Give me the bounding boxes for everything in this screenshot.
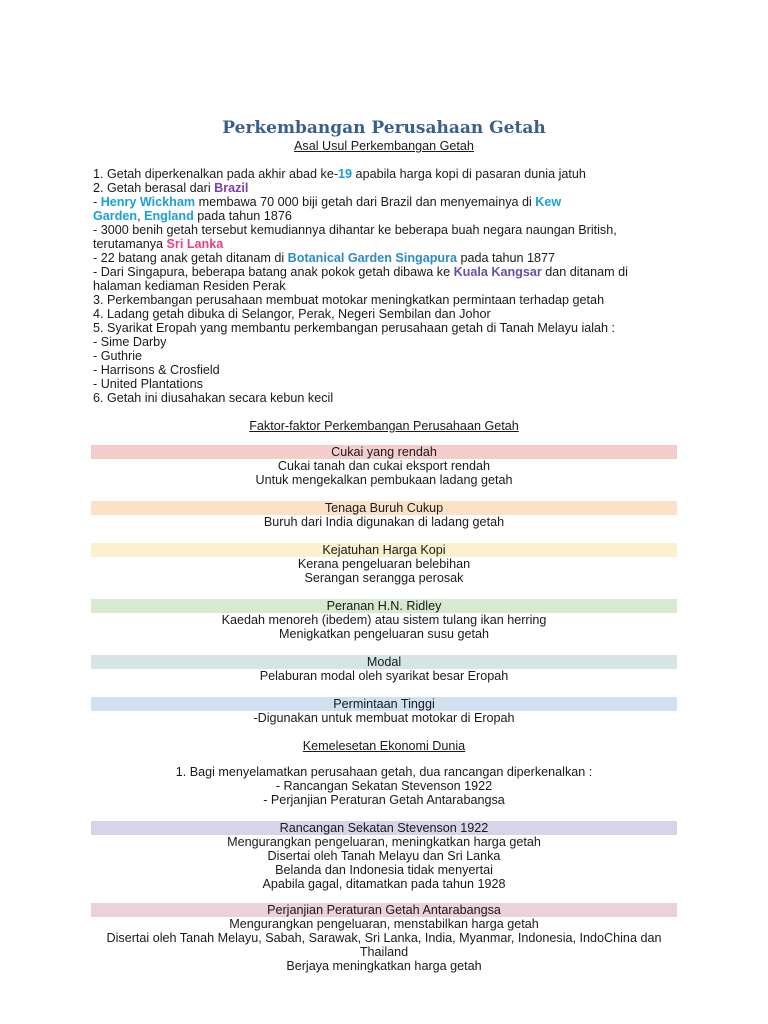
factor-title: Cukai yang rendah: [91, 445, 677, 459]
page-title: Perkembangan Perusahaan Getah: [222, 118, 546, 138]
list-item: halaman kediaman Residen Perak: [93, 279, 286, 293]
highlight-sri-lanka: Sri Lanka: [166, 237, 224, 251]
list-item: 4. Ladang getah dibuka di Selangor, Perak, Negeri Sembilan dan Johor: [93, 307, 491, 321]
text: 2. Getah berasal dari: [93, 181, 215, 195]
list-item: [93, 251, 653, 265]
factor-line: Kaedah menoreh (ibedem) atau sistem tulang ikan herring: [221, 613, 547, 627]
highlight-henry-wickham: Henry Wickham: [100, 195, 196, 209]
highlight-botanical-garden: Botanical Garden Singapura: [287, 251, 458, 265]
list-item: 6. Getah ini diusahakan secara kebun kecil: [93, 391, 334, 405]
scheme-title: Perjanjian Peraturan Getah Antarabangsa: [91, 903, 677, 917]
list-item: [93, 181, 653, 195]
list-item: [93, 195, 653, 209]
factor-title: Peranan H.N. Ridley: [91, 599, 677, 613]
depression-heading: Kemelesetan Ekonomi Dunia: [302, 739, 466, 753]
text: ,: [137, 209, 145, 223]
scheme-title: Rancangan Sekatan Stevenson 1922: [91, 821, 677, 835]
highlight-brazil: Brazil: [214, 181, 249, 195]
scheme-line: Thailand: [359, 945, 409, 959]
factor-title: Permintaan Tinggi: [91, 697, 677, 711]
text: dan ditanam di: [541, 265, 628, 279]
factor-title: Modal: [91, 655, 677, 669]
list-item: [93, 265, 653, 279]
scheme-line: Belanda dan Indonesia tidak menyertai: [275, 863, 493, 877]
list-item: 3. Perkembangan perusahaan membuat motokar meningkatkan permintaan terhadap getah: [93, 293, 605, 307]
factor-line: Serangan serangga perosak: [304, 571, 464, 585]
list-item: - Harrisons & Crosfield: [93, 363, 220, 377]
factor-line: Kerana pengeluaran belebihan: [297, 557, 471, 571]
text: - Dari Singapura, beberapa batang anak pokok getah dibawa ke: [93, 265, 454, 279]
factor-line: -Digunakan untuk membuat motokar di Eropah: [253, 711, 515, 725]
origin-list: [93, 167, 653, 405]
scheme-line: Disertai oleh Tanah Melayu, Sabah, Sarawak, Sri Lanka, India, Myanmar, Indonesia, IndoChina dan: [106, 931, 662, 945]
factor-line: Cukai tanah dan cukai eksport rendah: [277, 459, 491, 473]
list-item: - Guthrie: [93, 349, 142, 363]
highlight-kuala-kangsar: Kuala Kangsar: [453, 265, 542, 279]
text: -: [93, 195, 101, 209]
scheme-line: Mengurangkan pengeluaran, meningkatkan harga getah: [227, 835, 541, 849]
text: - 22 batang anak getah ditanam di: [93, 251, 288, 265]
highlight-garden: Garden: [93, 209, 138, 223]
text: pada tahun 1877: [457, 251, 556, 265]
scheme-line: Mengurangkan pengeluaran, menstabilkan harga getah: [229, 917, 539, 931]
list-item: [93, 209, 653, 223]
factor-title: Kejatuhan Harga Kopi: [91, 543, 677, 557]
factor-line: Pelaburan modal oleh syarikat besar Eropah: [259, 669, 509, 683]
highlight-england: England: [144, 209, 194, 223]
factor-line: Menigkatkan pengeluaran susu getah: [278, 627, 490, 641]
text: apabila harga kopi di pasaran dunia jatuh: [352, 167, 586, 181]
list-item: - United Plantations: [93, 377, 203, 391]
intro-line: 1. Bagi menyelamatkan perusahaan getah, dua rancangan diperkenalkan :: [175, 765, 593, 779]
scheme-line: Disertai oleh Tanah Melayu dan Sri Lanka: [267, 849, 501, 863]
factor-line: Untuk mengekalkan pembukaan ladang getah: [255, 473, 513, 487]
scheme-line: Apabila gagal, ditamatkan pada tahun 1928: [262, 877, 506, 891]
highlight-kew: Kew: [535, 195, 562, 209]
list-item: - Sime Darby: [93, 335, 167, 349]
scheme-line: Berjaya meningkatkan harga getah: [286, 959, 482, 973]
list-item: - 3000 benih getah tersebut kemudiannya dihantar ke beberapa buah negara naungan British,: [93, 223, 617, 237]
list-item: [93, 167, 653, 181]
factors-heading: Faktor-faktor Perkembangan Perusahaan Getah: [249, 419, 519, 433]
factor-line: Buruh dari India digunakan di ladang getah: [263, 515, 505, 529]
list-item: 5. Syarikat Eropah yang membantu perkembangan perusahaan getah di Tanah Melayu ialah :: [93, 321, 616, 335]
list-item: [93, 237, 653, 251]
subtitle-origin: Asal Usul Perkembangan Getah: [294, 139, 474, 153]
text: pada tahun 1876: [193, 209, 292, 223]
intro-line: - Perjanjian Peraturan Getah Antarabangsa: [263, 793, 505, 807]
highlight-century: 19: [338, 167, 353, 181]
factor-title: Tenaga Buruh Cukup: [91, 501, 677, 515]
text: 1. Getah diperkenalkan pada akhir abad ke-: [93, 167, 339, 181]
text: membawa 70 000 biji getah dari Brazil dan menyemainya di: [195, 195, 536, 209]
text: terutamanya: [93, 237, 167, 251]
intro-line: - Rancangan Sekatan Stevenson 1922: [275, 779, 493, 793]
